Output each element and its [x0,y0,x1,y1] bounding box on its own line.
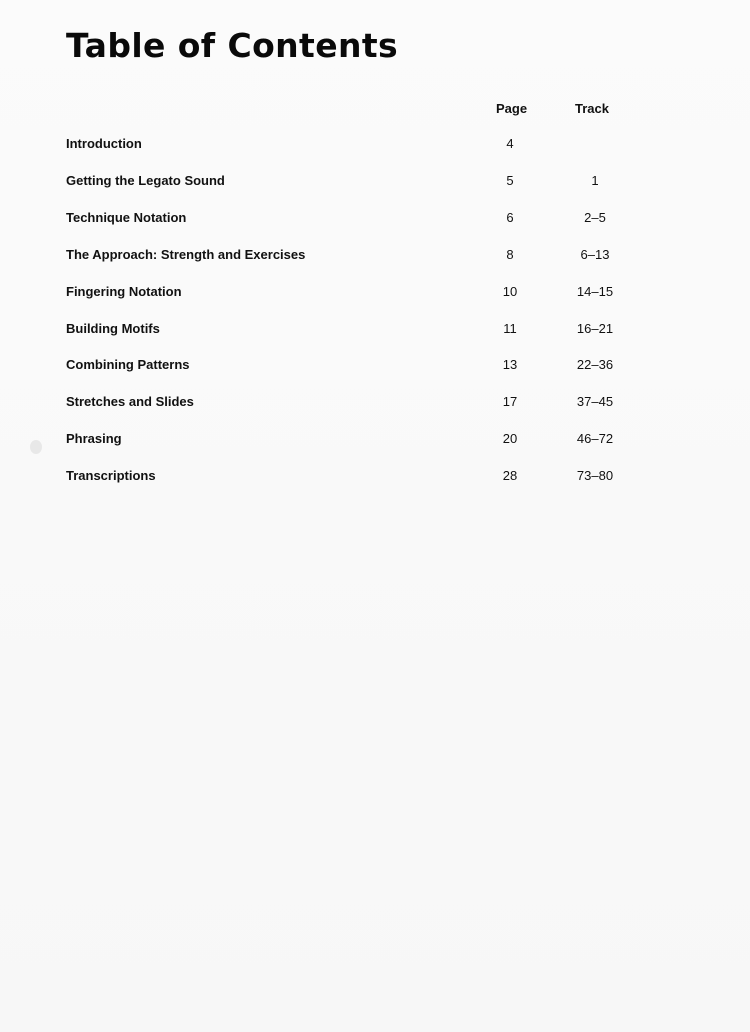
page-title: Table of Contents [66,26,399,65]
toc-section-title: Phrasing [66,431,122,446]
toc-track-range: 6–13 [580,247,610,262]
toc-entry [0,284,750,304]
toc-page-number: 11 [503,321,517,336]
toc-page-number: 17 [502,394,518,409]
toc-entry [0,357,750,377]
toc-track-range: 2–5 [584,210,606,225]
toc-section-title: Fingering Notation [66,284,182,299]
toc-track-range: 46–72 [576,431,614,446]
scan-mark [30,440,42,454]
toc-entry [0,431,750,451]
toc-page-number: 10 [502,284,518,299]
toc-section-title: Transcriptions [66,468,156,483]
toc-track-range: 37–45 [576,394,614,409]
toc-track-range: 22–36 [576,357,614,372]
toc-section-title: Introduction [66,136,142,151]
toc-entry [0,136,750,156]
track-column-header: Track [575,101,609,116]
toc-page-number: 4 [506,136,514,151]
toc-section-title: Building Motifs [66,321,160,336]
toc-page-number: 13 [502,357,518,372]
toc-track-range: 16–21 [576,321,614,336]
toc-section-title: The Approach: Strength and Exercises [66,247,306,262]
toc-page-number: 20 [502,431,518,446]
toc-track-range: 73–80 [576,468,614,483]
toc-entry [0,247,750,267]
toc-section-title: Stretches and Slides [66,394,194,409]
toc-track-range: 1 [591,173,599,188]
toc-entry [0,173,750,193]
toc-entry [0,394,750,414]
toc-page-number: 28 [502,468,518,483]
toc-page-number: 6 [506,210,514,225]
toc-section-title: Getting the Legato Sound [66,173,225,188]
toc-section-title: Technique Notation [66,210,187,225]
toc-track-range: 14–15 [576,284,614,299]
toc-section-title: Combining Patterns [66,357,190,372]
toc-entry [0,321,750,341]
page-column-header: Page [496,101,528,116]
toc-entry [0,468,750,488]
toc-entry [0,210,750,230]
toc-page-number: 5 [506,173,514,188]
toc-page-number: 8 [506,247,514,262]
